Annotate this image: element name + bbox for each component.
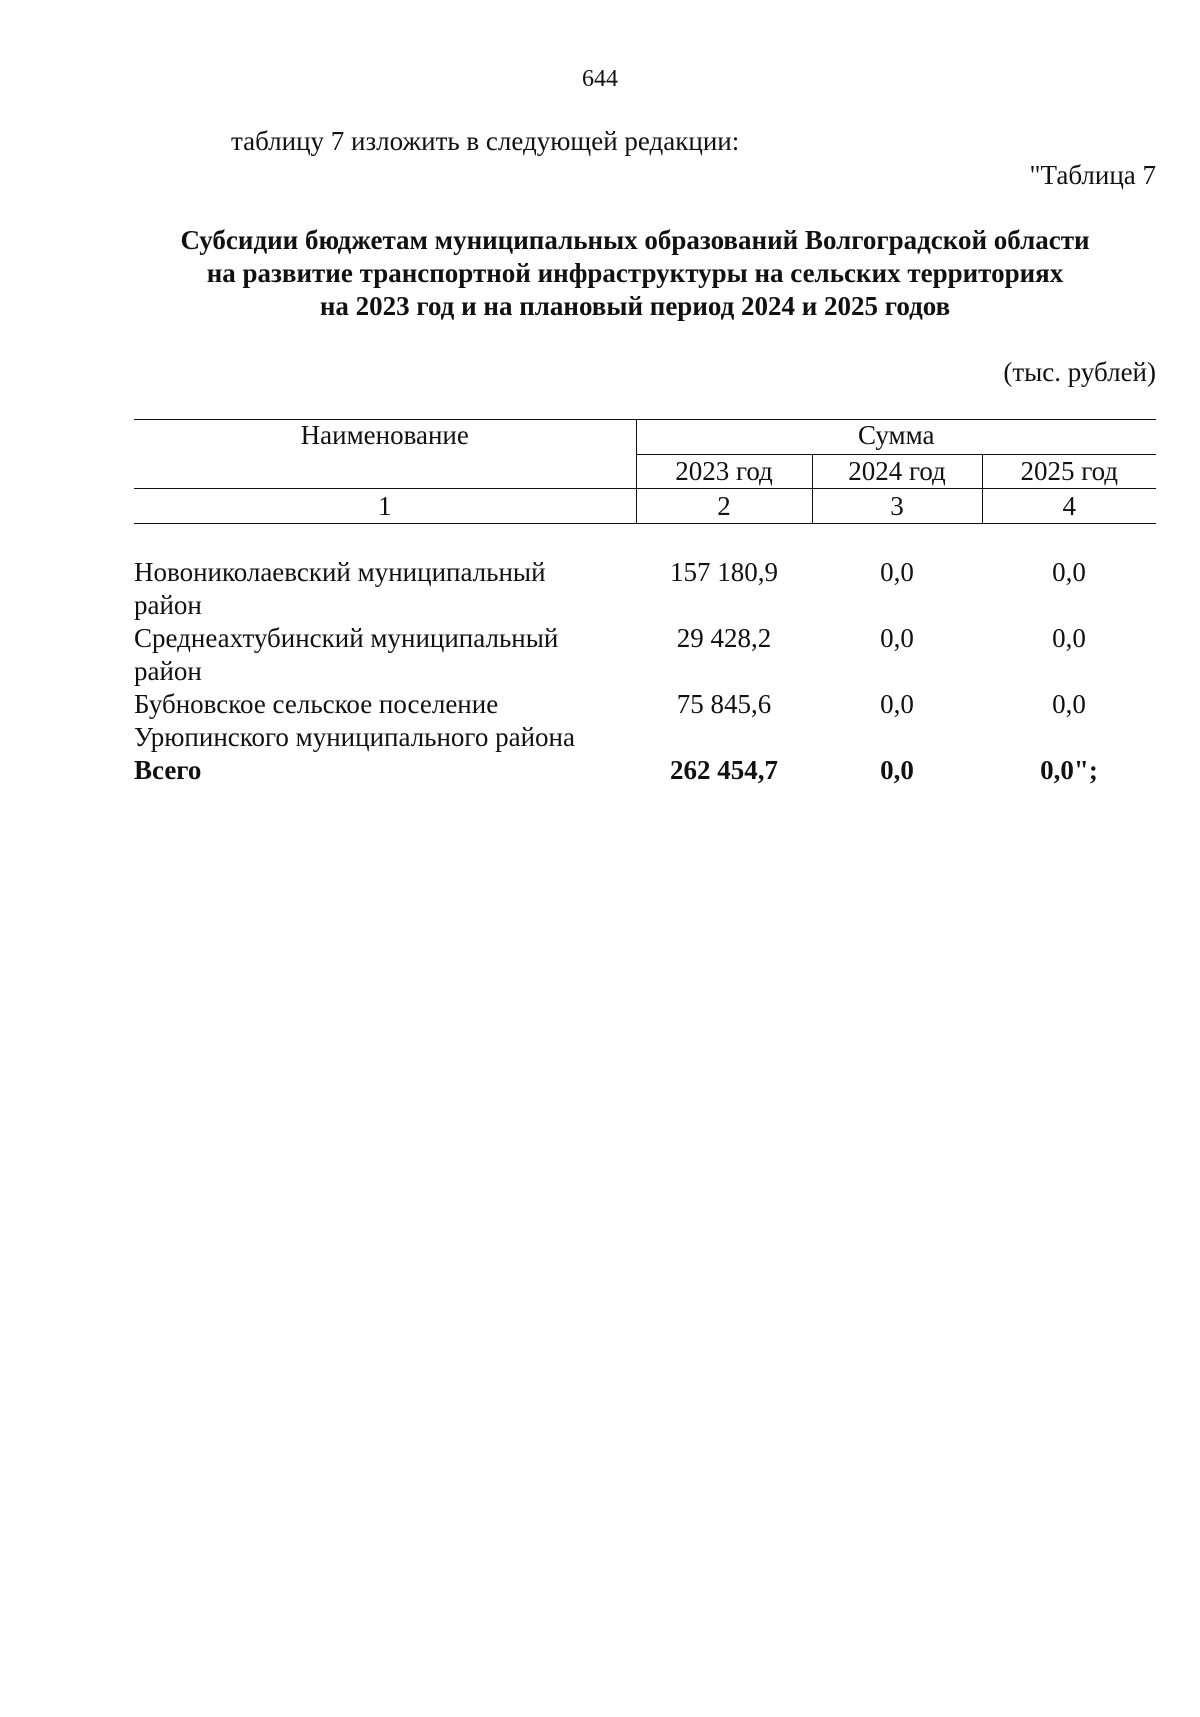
row-value-2024: 0,0: [880, 689, 914, 719]
table-row: [134, 556, 1156, 622]
row-name-line-2: Урюпинского муниципального района: [134, 722, 575, 752]
title-line-1: Субсидии бюджетам муниципальных образований Волгоградской области: [180, 225, 1090, 255]
subsidy-table: [134, 419, 1156, 787]
total-value-2025: 0,0";: [1040, 755, 1098, 785]
column-number-3: 3: [812, 489, 982, 524]
title-line-2: на развитие транспортной инфраструктуры на сельских территориях: [206, 258, 1064, 288]
row-name-line-2: район: [134, 590, 202, 620]
column-number-4: 4: [982, 489, 1156, 524]
table-row: [134, 622, 1156, 688]
row-value-2024: 0,0: [880, 623, 914, 653]
row-name-line-1: Новониколаевский муниципальный: [134, 557, 546, 587]
document-title: [120, 224, 1150, 323]
column-number-1: 1: [134, 489, 636, 524]
row-value-2025: 0,0: [1052, 623, 1086, 653]
row-name: [134, 622, 636, 688]
column-number-2: 2: [636, 489, 812, 524]
table-row: [134, 688, 1156, 754]
row-name-line-2: район: [134, 656, 202, 686]
row-name: [134, 688, 636, 754]
row-name-line-1: Среднеахтубинский муниципальный: [134, 623, 559, 653]
header-year-2025: 2025 год: [982, 455, 1156, 489]
header-year-2023: 2023 год: [636, 455, 812, 489]
page-number: 644: [582, 66, 618, 92]
row-name: [134, 556, 636, 622]
row-value-2025: 0,0: [1052, 557, 1086, 587]
title-line-3: на 2023 год и на плановый период 2024 и 2025 годов: [319, 291, 951, 321]
total-value-2024: 0,0: [880, 755, 914, 785]
total-label: Всего: [134, 755, 202, 785]
units-label: (тыс. рублей): [1003, 357, 1156, 387]
table-label: "Таблица 7: [1029, 160, 1156, 190]
header-name: Наименование: [134, 420, 636, 489]
row-value-2025: 0,0: [1052, 689, 1086, 719]
row-value-2023: 29 428,2: [676, 623, 772, 653]
row-value-2023: 157 180,9: [670, 557, 778, 587]
header-year-2024: 2024 год: [812, 455, 982, 489]
intro-text: таблицу 7 изложить в следующей редакции:: [231, 126, 740, 156]
row-name-line-1: Бубновское сельское поселение: [134, 689, 499, 719]
row-value-2023: 75 845,6: [676, 689, 772, 719]
header-sum: Сумма: [636, 420, 1156, 455]
row-value-2024: 0,0: [880, 557, 914, 587]
total-row: [134, 754, 1156, 787]
total-value-2023: 262 454,7: [670, 755, 778, 785]
